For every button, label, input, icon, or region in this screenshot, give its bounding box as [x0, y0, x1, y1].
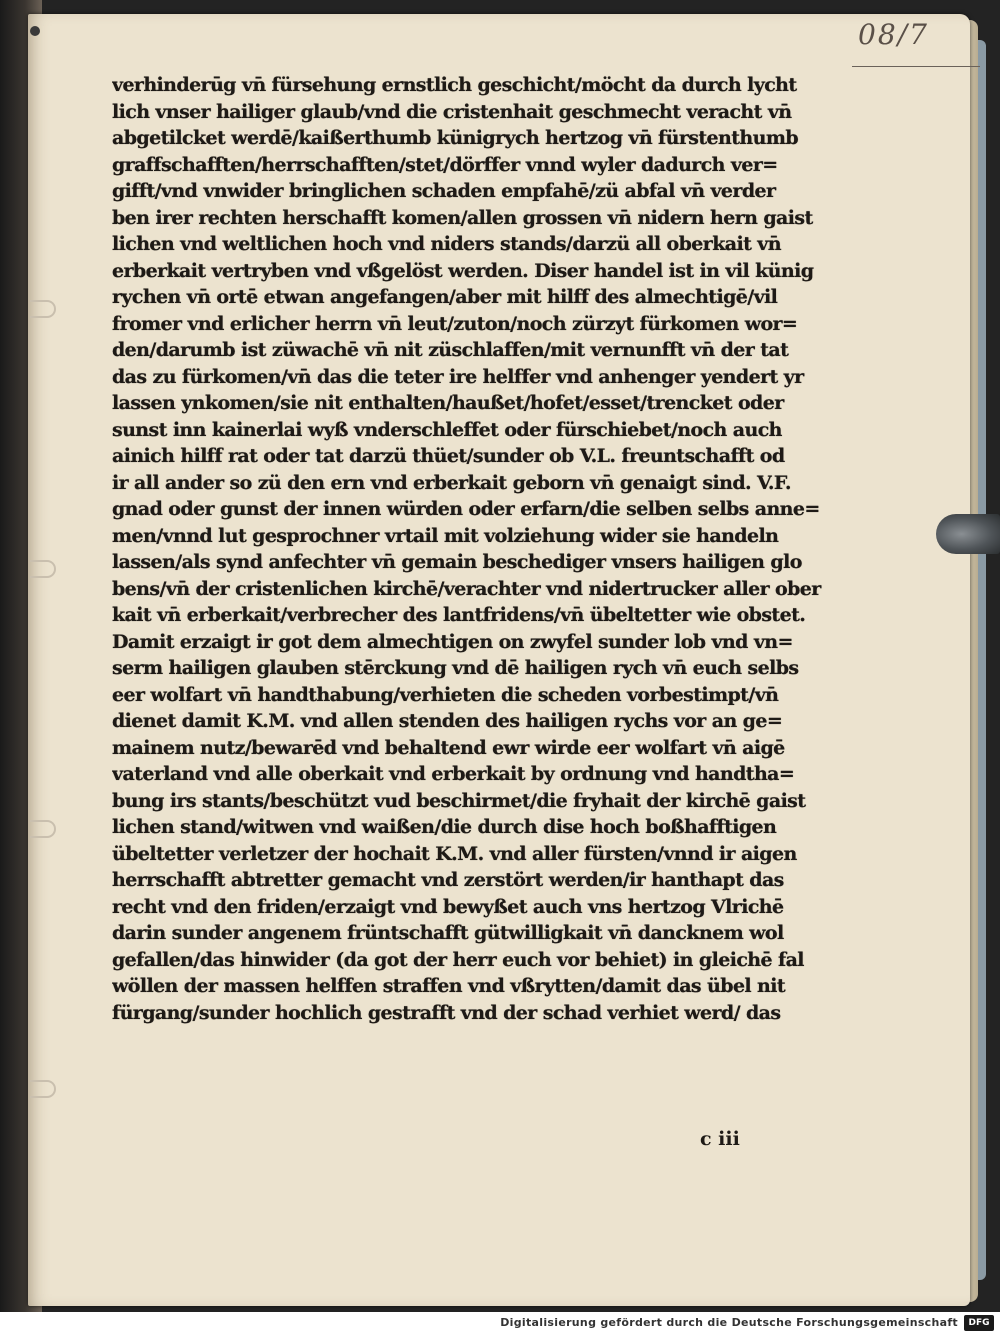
binding-thread — [30, 560, 56, 578]
text-line: eer wolfart vn̄ handthabung/verhieten die scheden vorbestimpt/vn̄ — [112, 683, 779, 706]
text-line: lichen vnd weltlichen hoch vnd niders stands/darzü all oberkait vn̄ — [112, 233, 781, 255]
text-line: gifft/vnd vnwider bringlichen schaden empfahē/zü abfal vn̄ verder — [112, 180, 776, 202]
text-line: kait vn̄ erberkait/verbrecher des lantfridens/vn̄ übeltetter wie obstet. — [112, 604, 806, 626]
text-line: mainem nutz/bewarēd vnd behaltend ewr wirde eer wolfart vn̄ aigē — [112, 736, 785, 759]
text-line: rychen vn̄ ortē etwan angefangen/aber mit hilff des almechtigē/vil — [112, 286, 778, 308]
binding-thread — [30, 1080, 56, 1098]
binding-thread — [30, 300, 56, 318]
folio-number: 08/7 — [858, 18, 929, 51]
footer-bar — [0, 1312, 1000, 1336]
text-line: ben irer rechten herschafft komen/allen grossen vn̄ nidern hern gaist — [112, 206, 813, 229]
text-line: fromer vnd erlicher herrn vn̄ leut/zuton/noch zürzyt fürkomen wor= — [112, 312, 798, 335]
text-line: gefallen/das hinwider (da got der herr euch vor behiet) in gleichē fal — [112, 948, 804, 971]
text-line: graffschafften/herrschafften/stet/dörffer vnnd wyler dadurch ver= — [112, 153, 778, 176]
signature-mark: c iii — [700, 1128, 740, 1150]
text-line: bens/vn̄ der cristenlichen kirchē/verachter vnd nidertrucker aller ober — [112, 577, 821, 600]
text-line: wöllen der massen helffen straffen vnd vßrytten/damit das übel nit — [112, 975, 786, 997]
text-line: men/vnnd lut gesprochner vrtail mit volziehung wider sie handeln — [112, 524, 779, 547]
text-line: serm hailigen glauben stērckung vnd dē hailigen rych vn̄ euch selbs — [112, 657, 799, 679]
text-line: verhinderūg vn̄ fürsehung ernstlich geschicht/möcht da durch lycht — [112, 74, 797, 96]
text-line: den/darumb ist züwachē vn̄ nit züschlaffen/mit vernunfft vn̄ der tat — [112, 339, 789, 361]
text-line: bung irs stants/beschützt vud beschirmet/die fryhait der kirchē gaist — [112, 789, 806, 812]
text-line: recht vnd den friden/erzaigt vnd bewyßet auch vns hertzog Vlrichē — [112, 895, 784, 918]
text-line: übeltetter verletzer der hochait K.M. vnd aller fürsten/vnnd ir aigen — [112, 842, 797, 865]
text-line: lich vnser hailiger glaub/vnd die cristenhait geschmecht veracht vn̄ — [112, 100, 792, 123]
funding-credit: Digitalisierung gefördert durch die Deutsche Forschungsgemeinschaft — [500, 1316, 958, 1329]
binding-mark — [30, 26, 40, 36]
text-line: ainich hilff rat oder tat darzü thüet/sunder ob V.L. freuntschafft od — [112, 445, 785, 467]
text-line: dienet damit K.M. vnd allen stenden des hailigen rychs vor an ge= — [112, 710, 783, 732]
text-line: lassen ynkomen/sie nit enthalten/haußet/hofet/esset/trencket oder — [112, 392, 784, 414]
binding-thread — [30, 820, 56, 838]
text-line: herrschafft abtretter gemacht vnd zerstört werden/ir hanthapt das — [112, 869, 784, 891]
page-clip — [936, 514, 1000, 554]
dfg-logo: DFG — [964, 1315, 994, 1331]
text-line: ir all ander so zü den ern vnd erberkait geborn vn̄ genaigt sind. V.F. — [112, 471, 791, 494]
text-line: vaterland vnd alle oberkait vnd erberkait by ordnung vnd handtha= — [112, 763, 795, 785]
text-line: lichen stand/witwen vnd waißen/die durch dise hoch boßhafftigen — [112, 816, 777, 838]
text-line: erberkait vertryben vnd vßgelöst werden. Diser handel ist in vil künig — [112, 259, 814, 282]
text-line: fürgang/sunder hochlich gestrafft vnd der schad verhiet werd/ das — [112, 1001, 781, 1024]
text-block — [112, 72, 832, 1026]
text-line: abgetilcket werdē/kaißerthumb künigrych hertzog vn̄ fürstenthumb — [112, 127, 799, 149]
text-line: sunst inn kainerlai wyß vnderschleffet oder fürschiebet/noch auch — [112, 418, 782, 441]
folio-rule — [852, 66, 980, 67]
text-line: gnad oder gunst der innen würden oder erfarn/die selben selbs anne= — [112, 498, 820, 520]
text-line: das zu fürkomen/vn̄ das die teter ire helffer vnd anhenger yendert yr — [112, 365, 804, 388]
text-line: darin sunder angenem früntschafft gütwilligkait vn̄ dancknem wol — [112, 922, 784, 944]
text-line: lassen/als synd anfechter vn̄ gemain beschediger vnsers hailigen glo — [112, 551, 802, 573]
text-line: Damit erzaigt ir got dem almechtigen on zwyfel sunder lob vnd vn= — [112, 630, 793, 653]
